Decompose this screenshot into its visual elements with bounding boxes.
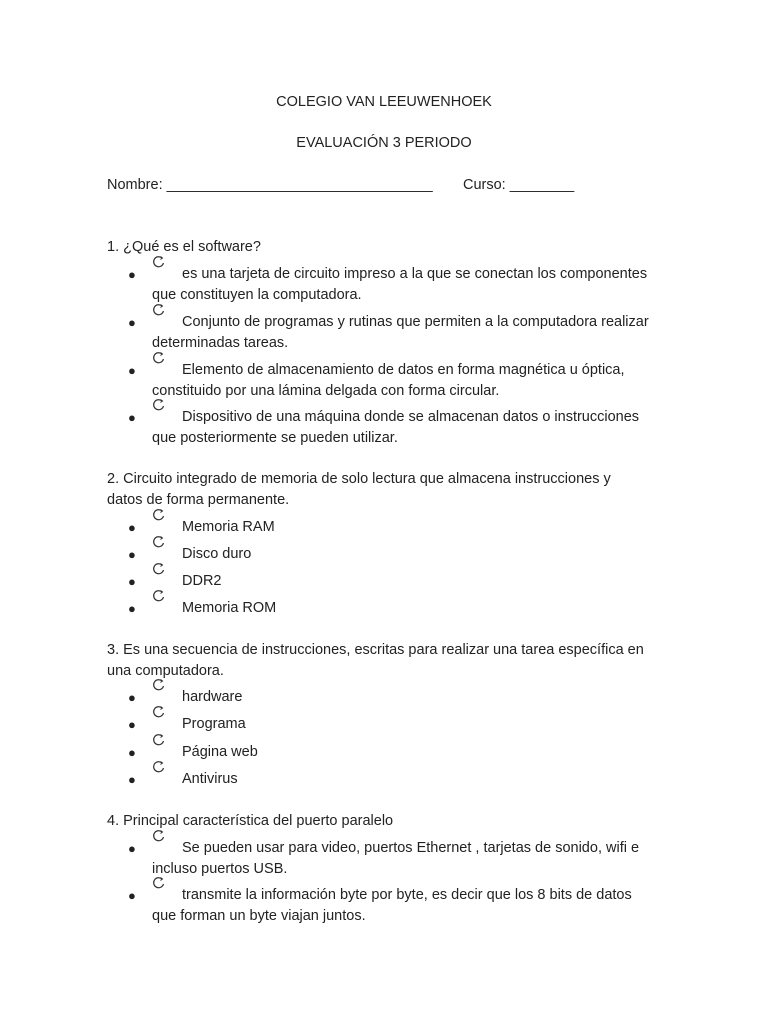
bullet-icon: ● (128, 601, 136, 616)
bullet-icon: ● (128, 745, 136, 760)
question-2-option-1[interactable] (128, 517, 658, 538)
bullet-icon: ● (128, 888, 136, 903)
question-2: 2. Circuito integrado de memoria de solo lectura que almacena instrucciones y datos de forma permanente. (107, 471, 611, 508)
option-label: Antivirus (182, 771, 238, 787)
bullet-icon: ● (128, 772, 136, 787)
bullet-icon: ● (128, 315, 136, 330)
option-label: Disco duro (182, 546, 252, 562)
question-3-option-1[interactable] (128, 687, 658, 708)
bullet-icon: ● (128, 717, 136, 732)
bullet-icon: ● (128, 547, 136, 562)
radio-icon[interactable] (152, 508, 166, 522)
question-2-option-2[interactable] (128, 544, 658, 565)
radio-icon[interactable] (152, 678, 166, 692)
bullet-icon: ● (128, 410, 136, 425)
option-label: Elemento de almacenamiento de datos en forma magnética u óptica, constituido por una lámina delgada con forma circular. (152, 362, 625, 399)
bullet-icon: ● (128, 574, 136, 589)
question-2-option-4[interactable] (128, 598, 658, 619)
question-3-option-2[interactable] (128, 714, 658, 735)
exam-title: EVALUACIÓN 3 PERIODO (296, 135, 472, 151)
radio-icon[interactable] (152, 589, 166, 603)
radio-icon[interactable] (152, 303, 166, 317)
option-label: Página web (182, 744, 258, 760)
question-2-option-3[interactable] (128, 571, 658, 592)
radio-icon[interactable] (152, 562, 166, 576)
bullet-icon: ● (128, 363, 136, 378)
radio-icon[interactable] (152, 351, 166, 365)
radio-icon[interactable] (152, 535, 166, 549)
option-label: Programa (182, 716, 246, 732)
bullet-icon: ● (128, 690, 136, 705)
option-label: transmite la información byte por byte, es decir que los 8 bits de datos que forman un byte viajan juntos. (152, 887, 632, 924)
bullet-icon: ● (128, 520, 136, 535)
question-1-option-4[interactable] (128, 407, 658, 449)
question-3: 3. Es una secuencia de instrucciones, escritas para realizar una tarea específica en una computadora. (107, 642, 644, 679)
radio-icon[interactable] (152, 760, 166, 774)
question-1-option-2[interactable] (128, 312, 658, 354)
radio-icon[interactable] (152, 876, 166, 890)
question-4-option-1[interactable] (128, 838, 658, 880)
radio-icon[interactable] (152, 705, 166, 719)
option-label: hardware (182, 689, 243, 705)
question-1: 1. ¿Qué es el software? (107, 239, 261, 255)
option-label: Se pueden usar para video, puertos Ethernet , tarjetas de sonido, wifi e incluso puertos USB. (152, 840, 640, 877)
option-label: Conjunto de programas y rutinas que permiten a la computadora realizar determinadas tareas. (152, 314, 649, 351)
option-label: DDR2 (182, 573, 222, 589)
bullet-icon: ● (128, 841, 136, 856)
course-field: Curso: ________ (463, 177, 575, 193)
school-name: COLEGIO VAN LEEUWENHOEK (276, 94, 492, 110)
radio-icon[interactable] (152, 255, 166, 269)
bullet-icon: ● (128, 267, 136, 282)
radio-icon[interactable] (152, 733, 166, 747)
question-3-option-4[interactable] (128, 769, 658, 790)
option-label: Memoria ROM (182, 600, 277, 616)
question-4-option-2[interactable] (128, 885, 658, 927)
option-label: es una tarjeta de circuito impreso a la que se conectan los componentes que constituyen la computadora. (152, 266, 648, 303)
question-3-option-3[interactable] (128, 742, 658, 763)
option-label: Dispositivo de una máquina donde se almacenan datos o instrucciones que posteriormente se pueden utilizar. (152, 409, 640, 446)
question-4: 4. Principal característica del puerto paralelo (107, 813, 394, 829)
radio-icon[interactable] (152, 398, 166, 412)
question-1-option-3[interactable] (128, 360, 658, 402)
radio-icon[interactable] (152, 829, 166, 843)
question-1-option-1[interactable] (128, 264, 658, 306)
name-field: Nombre: _________________________________ (107, 177, 433, 193)
option-label: Memoria RAM (182, 519, 275, 535)
